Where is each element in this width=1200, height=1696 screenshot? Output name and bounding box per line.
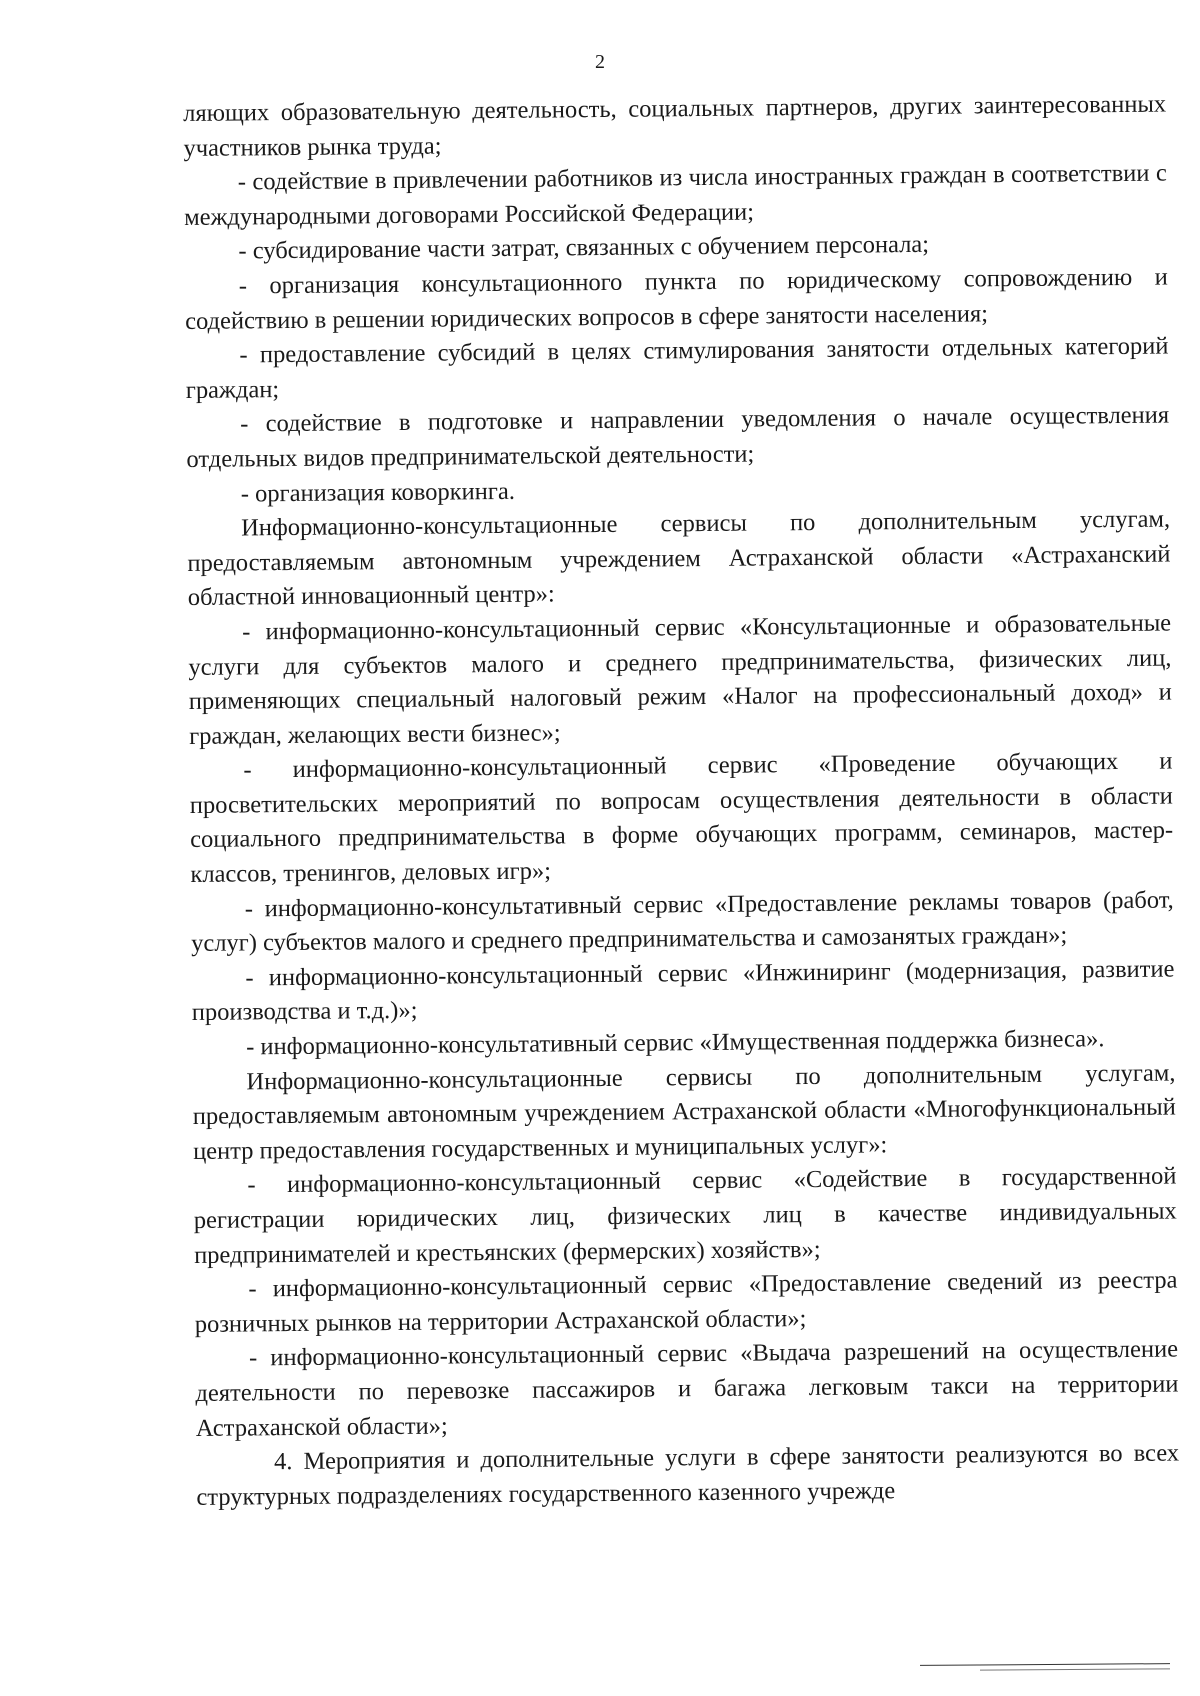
list-item-retail-markets-registry: - информационно-консультационный сервис «Предоставление сведений из реестра розничных рынков на территории Астраханской области»;: [194, 1266, 1178, 1338]
document-body: [183, 88, 1180, 1516]
list-item-property-support: - информационно-консультативный сервис «Имущественная поддержка бизнеса».: [245, 1025, 1105, 1061]
list-item-foreign-workers: - содействие в привлечении работников из числа иностранных граждан в соответствии с международными договорами Российской Федерации;: [184, 159, 1167, 231]
paragraph-innovation-center-intro: Информационно-консультационные сервисы по дополнительным услугам, предоставляемым автономным учреждением Астраханской области «Астраханский областной инновационный центр»:: [187, 505, 1171, 612]
numbered-paragraph-4: 4. Мероприятия и дополнительные услуги в сфере занятости реализуются во всех структурных подразделениях государственного казенного учрежде: [196, 1439, 1180, 1511]
list-item-consulting-education: - информационно-консультационный сервис «Консультационные и образовательные услуги для субъектов малого и среднего предпринимательства, физических лиц, применяющих специальный налоговый режим «Налог на профессиональный доход» и граждан, желающих вести бизнес»;: [188, 609, 1172, 750]
list-item-employment-subsidies: - предоставление субсидий в целях стимулирования занятости отдельных категорий граждан;: [185, 332, 1169, 404]
page-number: 2: [595, 51, 605, 73]
paragraph-continuation: ляющих образовательную деятельность, социальных партнеров, других заинтересованных участников рынка труда;: [183, 90, 1167, 162]
paragraph-mfc-intro: Информационно-консультационные сервисы по дополнительным услугам, предоставляемым автономным учреждением Астраханской области «Многофункциональный центр предоставления государственных и муниципальных услуг»:: [192, 1059, 1176, 1165]
list-item-social-entrepreneurship: - информационно-консультационный сервис «Проведение обучающих и просветительских мероприятий по вопросам осуществления деятельности в области социального предпринимательства в форме обучающих программ, семинаров, мастер-классов, тренингов, деловых игр»;: [189, 747, 1174, 889]
list-item-training-subsidy: - субсидирование части затрат, связанных с обучением персонала;: [238, 231, 930, 265]
list-item-engineering: - информационно-консультационный сервис «Инжиниринг (модернизация, развитие производства и т.д.)»;: [191, 955, 1175, 1027]
footer-rule-secondary: [980, 1668, 1170, 1670]
list-item-taxi-permits: - информационно-консультационный сервис «Выдача разрешений на осуществление деятельности по перевозке пассажиров и багажа легковым такси на территории Астраханской области»;: [195, 1335, 1179, 1442]
list-item-business-notice: - содействие в подготовке и направлении уведомления о начале осуществления отдельных видов предпринимательской деятельности;: [186, 401, 1170, 473]
list-item-advertising: - информационно-консультативный сервис «Предоставление рекламы товаров (работ, услуг) субъектов малого и среднего предпринимательства и самозанятых граждан»;: [190, 886, 1174, 958]
list-item-state-registration: - информационно-консультационный сервис «Содействие в государственной регистрации юридических лиц, физических лиц в качестве индивидуальных предпринимателей и крестьянских (фермерских) хозяйств»;: [193, 1162, 1177, 1269]
list-item-coworking: - организация коворкинга.: [240, 477, 516, 507]
list-item-legal-consultation: - организация консультационного пункта по юридическому сопровождению и содействию в решении юридических вопросов в сфере занятости населения;: [185, 263, 1168, 335]
footer-rule: [920, 1663, 1170, 1666]
